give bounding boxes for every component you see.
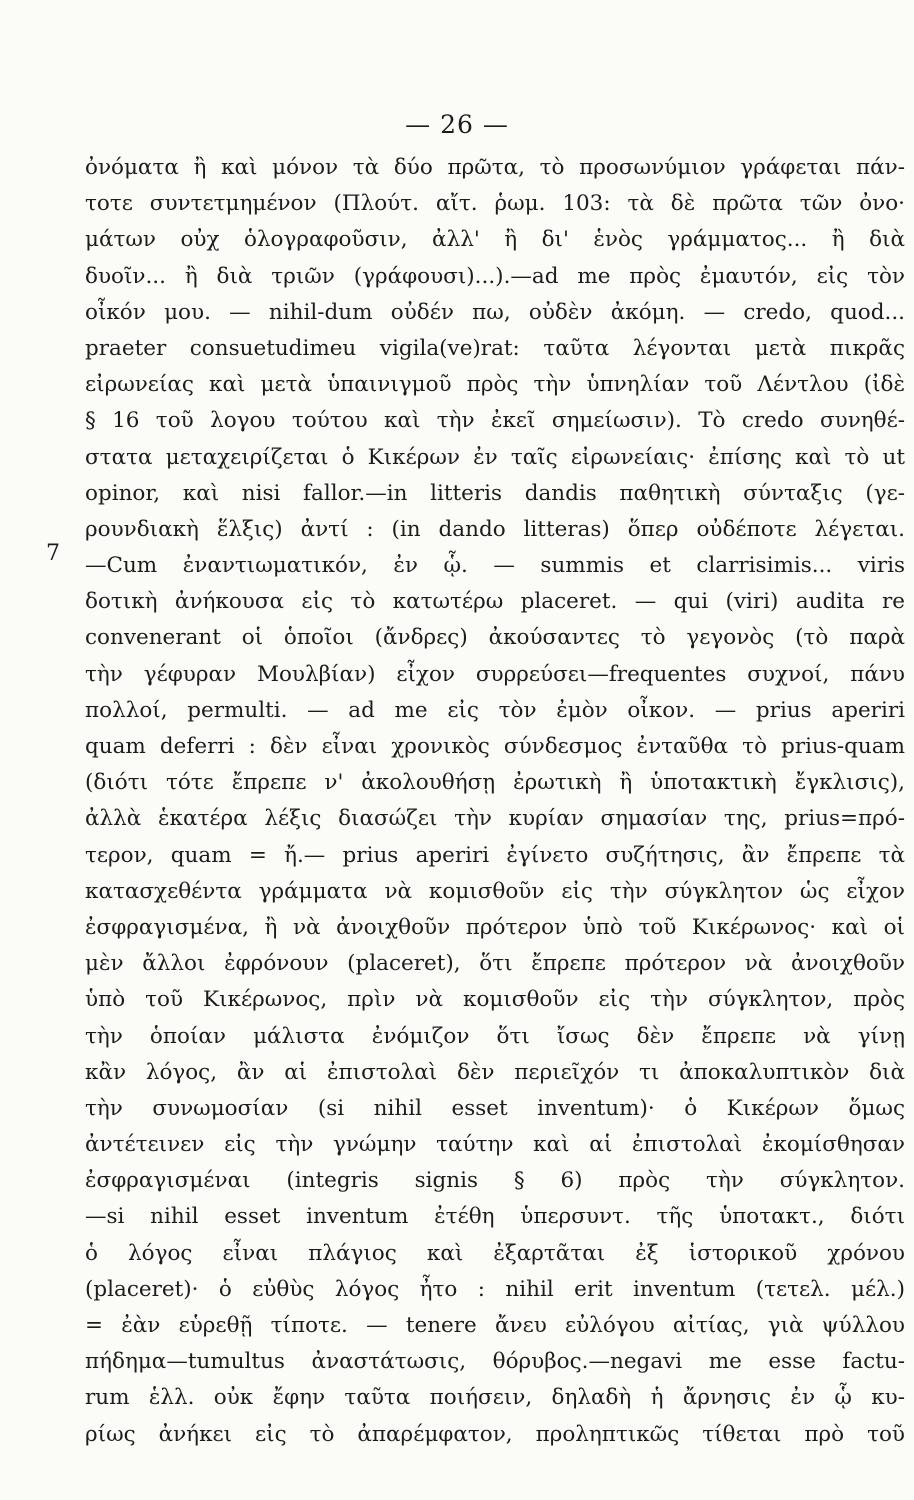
- text-line: μάτων οὐχ ὁλογραφοῦσιν, ἀλλ' ἢ δι' ἑνὸς γράμματος... ἢ διὰ: [85, 227, 905, 253]
- text-line: —si nihil esset inventum ἐτέθη ὑπερσυντ. τῆς ὑποτακτ., διότι: [85, 1204, 905, 1230]
- page-number: — 26 —: [405, 110, 509, 139]
- text-line: τερον, quam = ἤ.— prius aperiri ἐγίνετο συζήτησις, ἂν ἔπρεπε τὰ: [85, 842, 905, 868]
- text-line: ἀντέτεινεν εἰς τὴν γνώμην ταύτην καὶ αἱ ἐπιστολαὶ ἐκομίσθησαν: [85, 1132, 905, 1158]
- text-line: ἐσφραγισμέναι (integris signis § 6) πρὸς τὴν σύγκλητον.: [85, 1168, 905, 1194]
- text-line: —Cum ἐναντιωματικόν, ἐν ᾧ. — summis et clarrisimis... viris: [85, 553, 905, 579]
- text-line: οἶκόν μου. — nihil-dum οὐδέν πω, οὐδὲν ἀκόμη. — credo, quod...: [85, 299, 905, 325]
- margin-note-number: 7: [46, 541, 60, 566]
- text-line: μὲν ἄλλοι ἐφρόνουν (placeret), ὅτι ἔπρεπε πρότερον νὰ ἀνοιχθοῦν: [85, 951, 905, 977]
- text-line: ὑπὸ τοῦ Κικέρωνος, πρὶν νὰ κομισθοῦν εἰς τὴν σύγκλητον, πρὸς: [85, 987, 905, 1013]
- text-line: § 16 τοῦ λογου τούτου καὶ τὴν ἐκεῖ σημείωσιν). Τὸ credo συνηθέ-: [85, 408, 905, 434]
- text-line: τοτε συντετμημένον (Πλούτ. αἴτ. ῥωμ. 103: τὰ δὲ πρῶτα τῶν ὀνο·: [85, 191, 905, 217]
- text-line: τὴν γέφυραν Μουλβίαν) εἶχον συρρεύσει—frequentes συχνοί, πάνυ: [85, 661, 905, 687]
- text-line: κἂν λόγος, ἂν αἱ ἐπιστολαὶ δὲν περιεῖχόν τι ἀποκαλυπτικὸν διὰ: [85, 1059, 905, 1085]
- text-line: δυοῖν... ἢ διὰ τριῶν (γράφουσι)...).—ad me πρὸς ἐμαυτόν, εἰς τὸν: [85, 263, 905, 289]
- text-line: ἐσφραγισμένα, ἢ νὰ ἀνοιχθοῦν πρότερον ὑπὸ τοῦ Κικέρωνος· καὶ οἱ: [85, 914, 905, 940]
- text-line: εἰρωνείας καὶ μετὰ ὑπαινιγμοῦ πρὸς τὴν ὑπνηλίαν τοῦ Λέντλου (ἰδὲ: [85, 372, 905, 398]
- text-line: δοτικὴ ἀνήκουσα εἰς τὸ κατωτέρω placeret. — qui (viri) audita re: [85, 589, 905, 615]
- text-line: rum ἑλλ. οὐκ ἔφην ταῦτα ποιήσειν, δηλαδὴ ἡ ἄρνησις ἐν ᾧ κυ-: [85, 1385, 905, 1411]
- text-line: ρίως ἀνήκει εἰς τὸ ἀπαρέμφατον, προληπτικῶς τίθεται πρὸ τοῦ: [85, 1421, 905, 1447]
- text-line: πολλοί, permulti. — ad me εἰς τὸν ἐμὸν οἶκον. — prius aperiri: [85, 697, 905, 723]
- text-line: ἀλλὰ ἑκατέρα λέξις διασώζει τὴν κυρίαν σημασίαν της, prius=πρό-: [85, 806, 905, 832]
- text-line: ὁ λόγος εἶναι πλάγιος καὶ ἐξαρτᾶται ἐξ ἱστορικοῦ χρόνου: [85, 1240, 905, 1266]
- text-line: ὀνόματα ἢ καὶ μόνον τὰ δύο πρῶτα, τὸ προσωνύμιον γράφεται πάν-: [85, 155, 905, 180]
- text-line: τὴν συνωμοσίαν (si nihil esset inventum)· ὁ Κικέρων ὅμως: [85, 1095, 905, 1121]
- text-line: convenerant οἱ ὁποῖοι (ἄνδρες) ἀκούσαντες τὸ γεγονὸς (τὸ παρὰ: [85, 625, 905, 651]
- text-line: (placeret)· ὁ εὐθὺς λόγος ἦτο : nihil erit inventum (τετελ. μέλ.): [85, 1276, 905, 1302]
- text-line: quam deferri : δὲν εἶναι χρονικὸς σύνδεσμος ἐνταῦθα τὸ prius-quam: [85, 734, 905, 759]
- text-line: τὴν ὁποίαν μάλιστα ἐνόμιζον ὅτι ἴσως δὲν ἔπρεπε νὰ γίνῃ: [85, 1023, 905, 1049]
- text-line: ρουνδιακὴ ἕλξις) ἀντί : (in dando litteras) ὅπερ οὐδέποτε λέγεται.: [85, 516, 905, 542]
- text-line: = ἐὰν εὑρεθῇ τίποτε. — tenere ἄνευ εὐλόγου αἰτίας, γιὰ ψύλλου: [85, 1313, 905, 1338]
- text-line: στατα μεταχειρίζεται ὁ Κικέρων ἐν ταῖς εἰρωνείαις· ἐπίσης καὶ τὸ ut: [85, 444, 905, 470]
- text-line: κατασχεθέντα γράμματα νὰ κομισθοῦν εἰς τὴν σύγκλητον ὡς εἶχον: [85, 878, 905, 904]
- text-line: opinor, καὶ nisi fallor.—in litteris dandis παθητικὴ σύνταξις (γε-: [85, 480, 905, 506]
- text-line: πήδημα—tumultus ἀναστάτωσις, θόρυβος.—negavi me esse factu-: [85, 1349, 905, 1375]
- text-line: (διότι τότε ἔπρεπε ν' ἀκολουθήσῃ ἐρωτικὴ ἢ ὑποτακτικὴ ἔγκλισις),: [85, 770, 905, 796]
- text-line: praeter consuetudimeu vigila(ve)rat: ταῦτα λέγονται μετὰ πικρᾶς: [85, 335, 905, 361]
- body-text: [85, 150, 905, 1453]
